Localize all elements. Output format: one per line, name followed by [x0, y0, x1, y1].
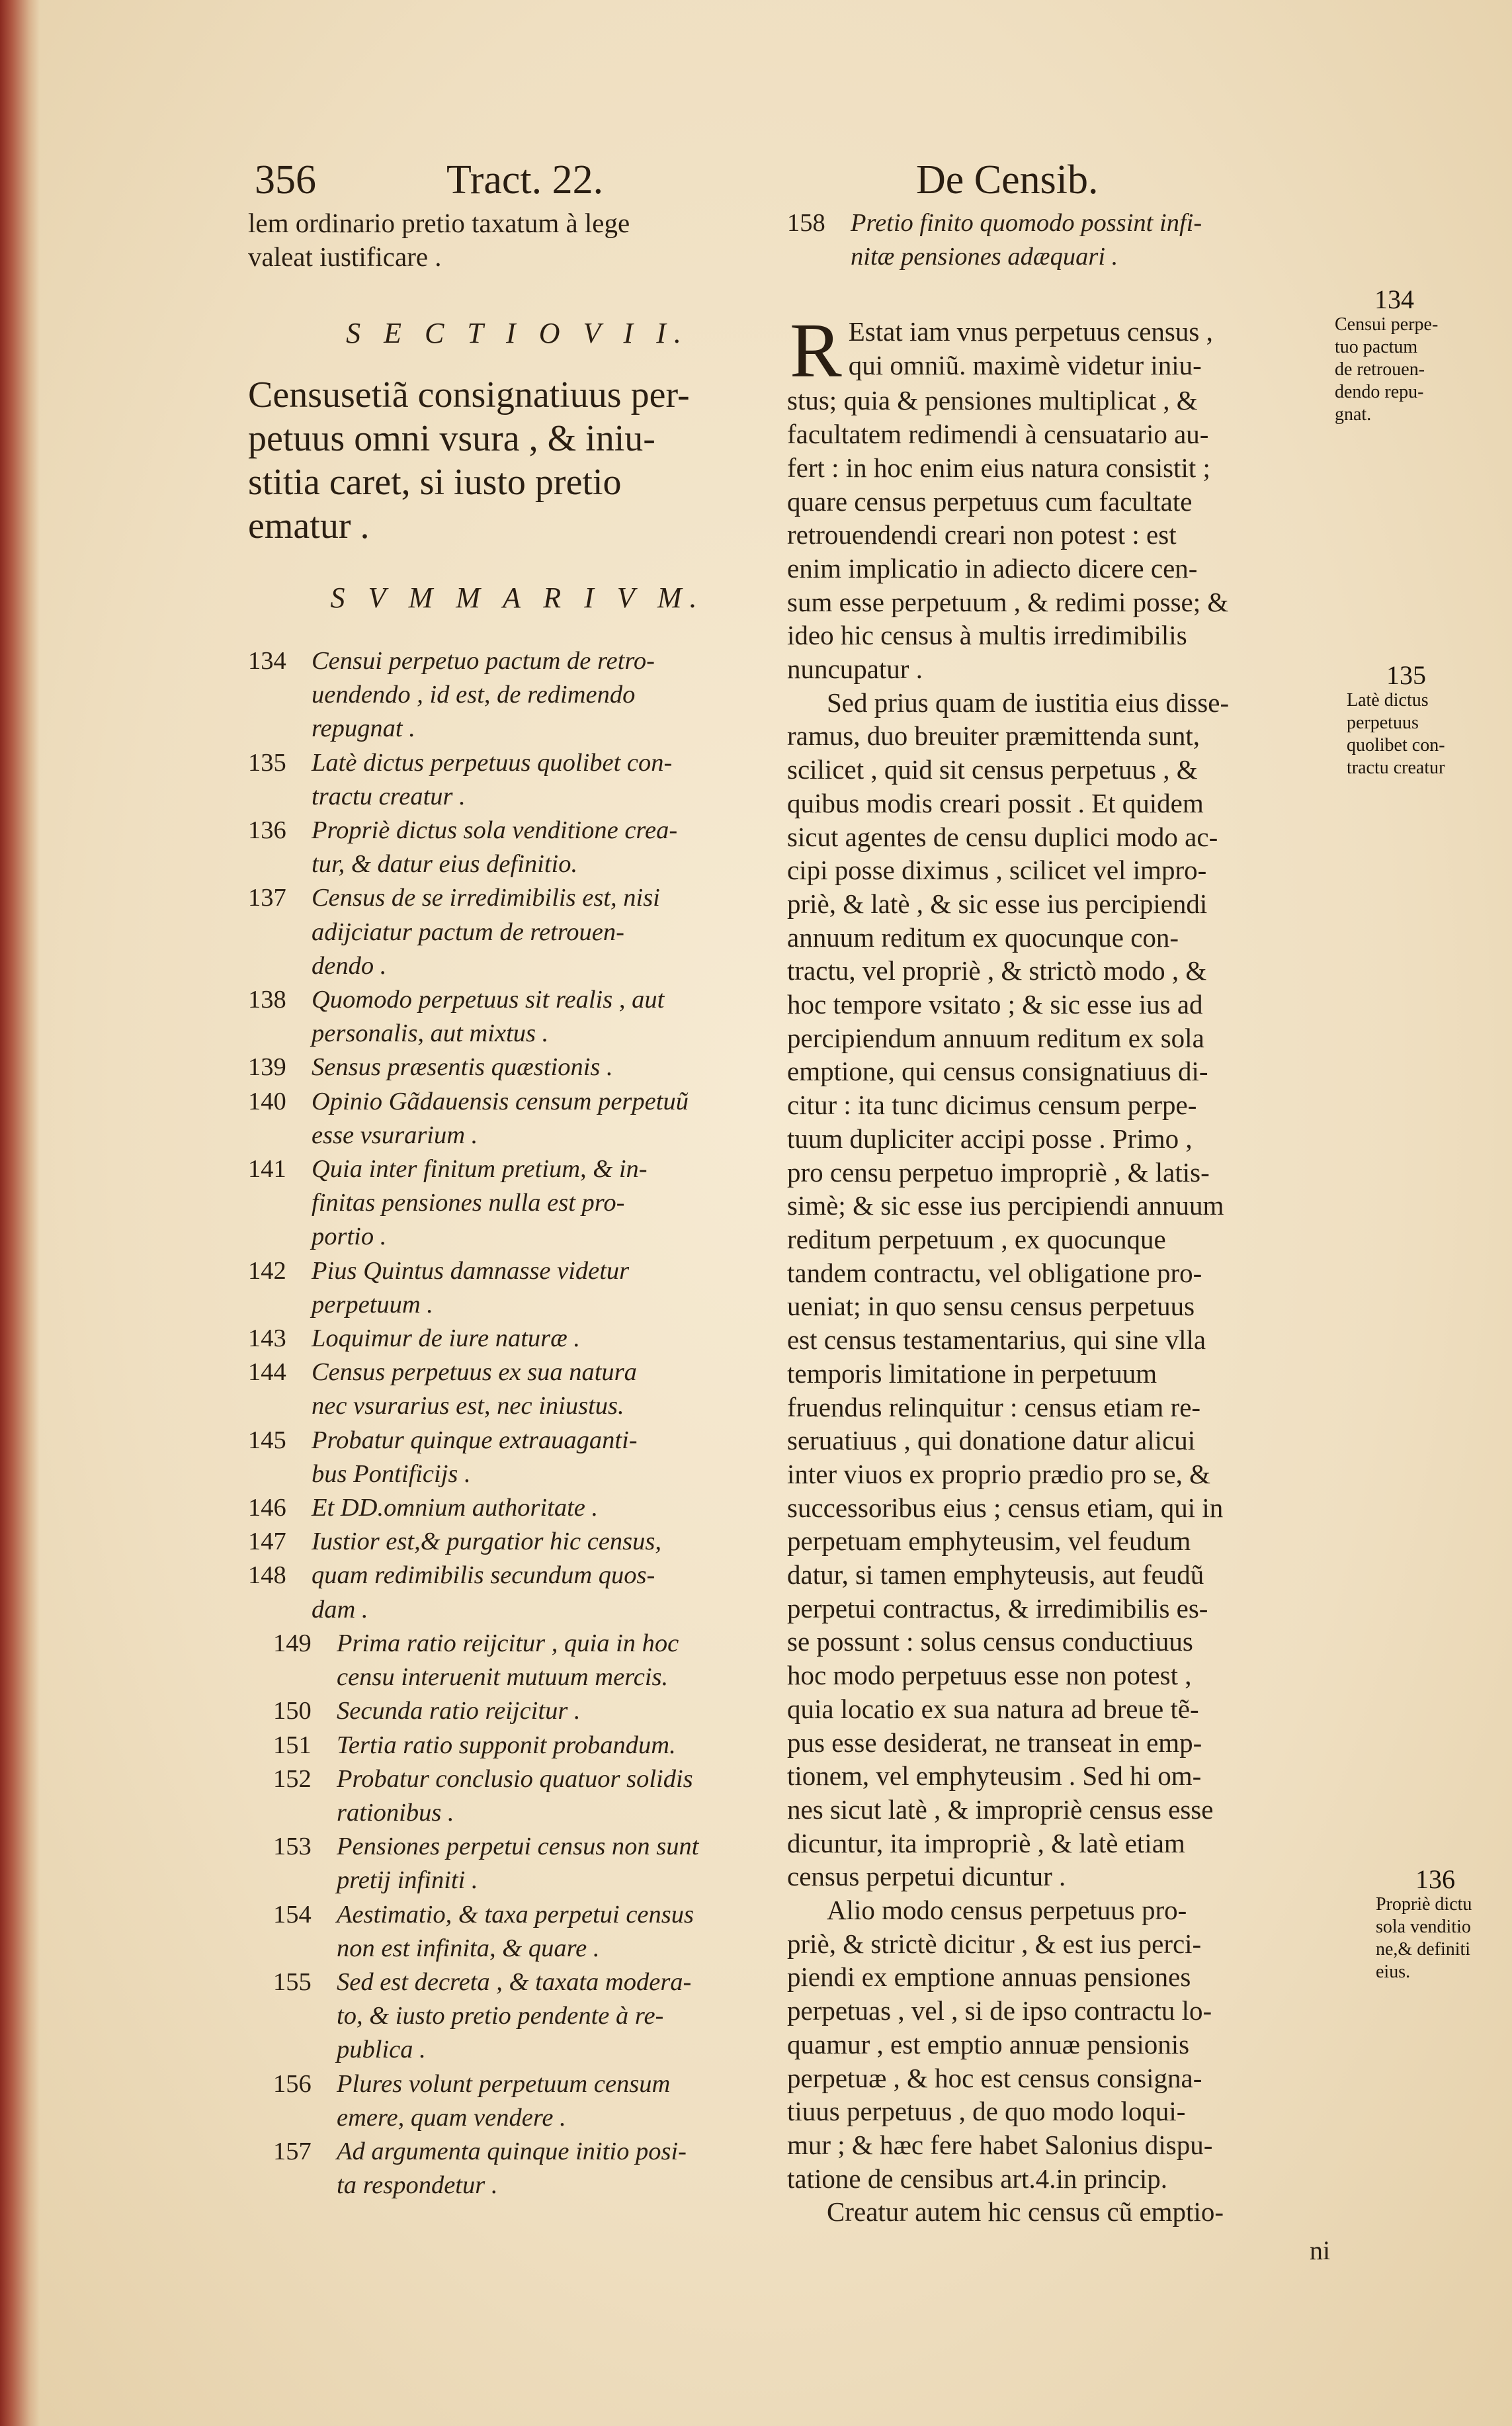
entry-text: Census perpetuus ex sua natura	[312, 1358, 637, 1387]
entry-text: Ad argumenta quinque initio posi-	[337, 2137, 687, 2165]
text-line: reditum perpetuum , ex quocunque	[787, 1223, 1166, 1254]
summary-entry-cont: to, & iusto pretio pendente à re-	[337, 2002, 664, 2030]
entry-text: Quia inter finitum pretium, & in-	[312, 1155, 648, 1184]
entry-text: Et DD.omnium authoritate .	[312, 1494, 599, 1522]
text-line: tandem contractu, vel obligatione pro-	[787, 1257, 1202, 1288]
page-gutter-edge	[0, 0, 40, 2426]
summary-entry	[248, 983, 787, 1017]
entry-text: Loquimur de iure naturæ .	[312, 1324, 581, 1353]
summary-entry	[248, 1424, 787, 1457]
text-line: scilicet , quid sit census perpetuus , &	[787, 754, 1198, 785]
summary-entry-cont: repugnat .	[312, 715, 415, 743]
entry-text: Pretio finito quomodo possint infi-	[851, 209, 1202, 237]
text-line: perpetuas , vel , si de ipso contractu lo-	[787, 1995, 1212, 2026]
text-line: se possunt : solus census conductiuus	[787, 1626, 1193, 1657]
entry-text: Probatur conclusio quatuor solidis	[337, 1764, 693, 1793]
summary-entry	[248, 1356, 787, 1389]
summary-entry-cont: portio .	[312, 1223, 387, 1251]
summary-entry-cont: censu interuenit mutuum mercis.	[337, 1663, 669, 1692]
running-header	[255, 153, 1360, 213]
summary-entry	[787, 206, 1363, 240]
summary-entry-cont: tur, & datur eius definitio.	[312, 850, 578, 879]
text-line: quia locatio ex sua natura ad breue tẽ-	[787, 1693, 1199, 1724]
margin-number: 134	[1374, 284, 1414, 314]
summary-entry	[248, 1762, 787, 1796]
summary-entry-cont: esse vsurarium .	[312, 1121, 478, 1149]
text-line: priè, & latè , & sic esse ius percipiendi	[787, 888, 1208, 919]
summary-entry-cont: tractu creatur .	[312, 782, 466, 810]
margin-line: tractu creatur	[1347, 758, 1445, 778]
text-line: datur, si tamen emphyteusis, aut feudũ	[787, 1559, 1204, 1590]
summarium-label: S V M M A R I V M.	[330, 582, 705, 614]
text-line: hoc tempore vsitato ; & sic esse ius ad	[787, 989, 1203, 1020]
text-line: tractu, vel propriè , & strictò modo , &	[787, 955, 1207, 986]
entry-number: 139	[248, 1053, 286, 1082]
margin-number: 136	[1415, 1864, 1455, 1894]
summary-list	[248, 644, 787, 2202]
margin-line: gnat.	[1335, 404, 1372, 425]
entry-text: Tertia ratio supponit probandum.	[337, 1731, 676, 1759]
section-title-line: stitia caret, si iusto pretio	[248, 462, 622, 503]
text-line: successoribus eius ; census etiam, qui in	[787, 1492, 1224, 1523]
entry-text: Iustior est,& purgatior hic census,	[312, 1528, 661, 1556]
text-line: perpetui contractus, & irredimibilis es-	[787, 1592, 1208, 1624]
text-line: fruendus relinquitur : census etiam re-	[787, 1391, 1201, 1422]
margin-line: ne,& definiti	[1376, 1939, 1471, 1960]
entry-number: 141	[248, 1155, 286, 1184]
margin-note-134	[1335, 286, 1438, 426]
right-column	[787, 206, 1363, 2229]
text-line: hoc modo perpetuus esse non potest ,	[787, 1660, 1192, 1691]
entry-number: 148	[248, 1561, 286, 1590]
entry-text: Pius Quintus damnasse videtur	[312, 1256, 630, 1285]
summary-entry	[248, 1525, 787, 1559]
text-line: quibus modis creari possit . Et quidem	[787, 787, 1204, 818]
entry-text: Opinio Gãdauensis censum perpetuũ	[312, 1087, 689, 1115]
text-line: enim implicatio in adiecto dicere cen-	[787, 552, 1198, 584]
text-line: mur ; & hæc fere habet Salonius dispu-	[787, 2129, 1213, 2160]
entry-text: quam redimibilis secundum quos-	[312, 1561, 655, 1590]
page-number: 356	[255, 157, 316, 202]
margin-line: eius.	[1376, 1962, 1411, 1982]
entry-number: 138	[248, 986, 286, 1014]
text-line: pus esse desiderat, ne transeat in emp-	[787, 1727, 1202, 1758]
summary-entry	[248, 1694, 787, 1728]
entry-text: Propriè dictus sola venditione crea-	[312, 816, 678, 845]
entry-text: Probatur quinque extrauaganti-	[312, 1426, 638, 1454]
paragraph-opening	[787, 315, 1363, 384]
entry-number: 143	[248, 1324, 286, 1353]
text-line: inter viuos ex proprio prædio pro se, &	[787, 1458, 1210, 1489]
summary-entry	[248, 1085, 787, 1119]
summary-entry	[248, 1729, 787, 1762]
text-line: valeat iustificare .	[248, 241, 442, 272]
text-line: dicuntur, ita impropriè , & latè etiam	[787, 1827, 1185, 1858]
summary-entry-cont: bus Pontificijs .	[312, 1459, 471, 1488]
text-line: tionem, vel emphyteusim . Sed hi om-	[787, 1760, 1202, 1792]
text-line: emptione, qui census consignatiuus di-	[787, 1056, 1208, 1087]
entry-number: 146	[248, 1494, 286, 1522]
text-line: seruatiuus , qui donatione datur alicui	[787, 1425, 1196, 1456]
text-line: tiuus perpetuus , de quo modo loqui-	[787, 2096, 1186, 2127]
entry-number: 140	[248, 1087, 286, 1115]
entry-number: 144	[248, 1358, 286, 1387]
summary-entry	[248, 2135, 787, 2169]
summary-entry-cont: perpetuum .	[312, 1290, 433, 1319]
text-line: quare census perpetuus cum facultate	[787, 486, 1193, 517]
entry-text: Sed est decreta , & taxata modera-	[337, 1968, 692, 1996]
margin-line: sola venditio	[1376, 1917, 1471, 1937]
summary-entry-cont: publica .	[337, 2036, 426, 2064]
summary-entry	[248, 814, 787, 847]
text-line: retrouendendi creari non potest : est	[787, 519, 1177, 550]
summary-entry-cont: dendo .	[312, 951, 387, 980]
summary-entry-cont: ta respondetur .	[337, 2171, 498, 2200]
section-title-line: Censusetiã consignatiuus per-	[248, 374, 690, 415]
summary-entry	[248, 881, 787, 915]
entry-text: Plures volunt perpetuum censum	[337, 2069, 671, 2098]
text-line: citur : ita tunc dicimus censum perpe-	[787, 1090, 1197, 1121]
entry-number: 137	[248, 884, 286, 912]
text-line: ramus, duo breuiter præmittenda sunt,	[787, 720, 1200, 752]
margin-line: Propriè dictu	[1376, 1894, 1472, 1915]
entry-text: Secunda ratio reijcitur .	[337, 1697, 581, 1725]
summary-entry-cont: adijciatur pactum de retrouen-	[312, 918, 624, 946]
summary-entry	[248, 1491, 787, 1525]
entry-number: 157	[273, 2137, 312, 2165]
text-line: perpetuæ , & hoc est census consigna-	[787, 2062, 1202, 2093]
text-line: sum esse perpetuum , & redimi posse; &	[787, 586, 1229, 617]
body-text	[787, 384, 1363, 2229]
margin-line: quolibet con-	[1347, 735, 1445, 756]
margin-line: dendo repu-	[1335, 382, 1424, 402]
text-line: ueniat; in quo sensu census perpetuus	[787, 1291, 1195, 1322]
summary-entry	[248, 2067, 787, 2101]
section-title-line: petuus omni vsura , & iniu-	[248, 418, 655, 459]
text-line: sicut agentes de censu duplici modo ac-	[787, 821, 1218, 852]
text-line: cipi posse diximus , scilicet vel impro-	[787, 855, 1207, 886]
summary-entry	[248, 1051, 787, 1084]
summary-entry-cont: finitas pensiones nulla est pro-	[312, 1189, 625, 1217]
entry-number: 153	[273, 1833, 312, 1861]
entry-number: 142	[248, 1256, 286, 1285]
summary-entry	[248, 1254, 787, 1288]
summary-entry	[248, 1898, 787, 1932]
summary-entry	[248, 1152, 787, 1186]
catchword: ni	[1310, 2235, 1331, 2265]
text-line: census perpetui dicuntur .	[787, 1861, 1066, 1892]
text-line: Creatur autem hic census cũ emptio-	[827, 2196, 1224, 2228]
entry-text: Quomodo perpetuus sit realis , aut	[312, 986, 665, 1014]
margin-line: Latè dictus	[1347, 690, 1429, 711]
summary-entry	[248, 644, 787, 678]
entry-text: Latè dictus perpetuus quolibet con-	[312, 748, 673, 777]
entry-number: 154	[273, 1900, 312, 1928]
running-title: De Censib.	[916, 157, 1099, 202]
text-line: percipiendum annuum reditum ex sola	[787, 1022, 1204, 1053]
text-line: stus; quia & pensiones multiplicat , &	[787, 385, 1198, 416]
entry-number: 145	[248, 1426, 286, 1454]
summary-entry	[248, 1322, 787, 1356]
entry-text: Pensiones perpetui census non sunt	[337, 1833, 699, 1861]
text-line: facultatem redimendi à censuatario au-	[787, 419, 1209, 450]
summary-entry	[248, 1830, 787, 1864]
summary-entry-cont: uendendo , id est, de redimendo	[312, 681, 636, 709]
text-line: simè; & sic esse ius percipiendi annuum	[787, 1190, 1224, 1221]
summary-entry-cont: dam .	[312, 1595, 368, 1624]
entry-number: 158	[787, 209, 825, 237]
summary-entry-cont: nitæ pensiones adæquari .	[851, 243, 1118, 271]
summary-entry	[248, 746, 787, 780]
entry-number: 134	[248, 647, 286, 675]
section-title-line: ematur .	[248, 505, 370, 546]
summary-entry-cont: pretij infiniti .	[337, 1866, 478, 1895]
text-line: piendi ex emptione annuas pensiones	[787, 1962, 1191, 1993]
entry-number: 135	[248, 748, 286, 777]
entry-number: 149	[273, 1629, 312, 1657]
entry-text: Aestimatio, & taxa perpetui census	[337, 1900, 694, 1928]
margin-number: 135	[1386, 660, 1426, 690]
text-line: lem ordinario pretio taxatum à lege	[248, 208, 630, 238]
text-line: Estat iam vnus perpetuus census ,	[848, 316, 1213, 347]
margin-note-136	[1376, 1866, 1472, 1983]
entry-number: 151	[273, 1731, 312, 1759]
drop-cap: R	[790, 315, 842, 384]
summary-entry-cont: emere, quam vendere .	[337, 2103, 566, 2132]
text-line: temporis limitatione in perpetuum	[787, 1358, 1157, 1389]
margin-line: perpetuus	[1347, 713, 1419, 733]
entry-number: 152	[273, 1764, 312, 1793]
margin-note-135	[1347, 662, 1445, 779]
entry-text: Censui perpetuo pactum de retro-	[312, 647, 655, 675]
entry-number: 150	[273, 1697, 312, 1725]
margin-line: Censui perpe-	[1335, 314, 1439, 335]
entry-number: 147	[248, 1528, 286, 1556]
summary-entry	[248, 1559, 787, 1592]
margin-line: de retrouen-	[1335, 359, 1425, 380]
text-line: Sed prius quam de iustitia eius disse-	[827, 687, 1230, 718]
summary-entry	[248, 1627, 787, 1661]
text-line: est census testamentarius, qui sine vlla	[787, 1324, 1206, 1356]
text-line: perpetuam emphyteusim, vel feudum	[787, 1526, 1191, 1557]
entry-text: Sensus præsentis quæstionis .	[312, 1053, 613, 1082]
summary-entry-cont: personalis, aut mixtus .	[312, 1019, 549, 1048]
entry-text: Census de se irredimibilis est, nisi	[312, 884, 660, 912]
entry-text: Prima ratio reijcitur , quia in hoc	[337, 1629, 679, 1657]
text-line: quamur , est emptio annuæ pensionis	[787, 2028, 1190, 2059]
entry-number: 155	[273, 1968, 312, 1996]
text-line: fert : in hoc enim eius natura consistit ;	[787, 452, 1210, 483]
text-line: Alio modo census perpetuus pro-	[827, 1895, 1187, 1926]
text-line: ideo hic census à multis irredimibilis	[787, 620, 1187, 651]
summary-entry-cont: rationibus .	[337, 1798, 454, 1827]
text-line: annuum reditum ex quocunque con-	[787, 922, 1179, 953]
summary-entry	[248, 1966, 787, 1999]
text-line: qui omniũ. maximè videtur iniu-	[848, 350, 1202, 381]
summary-entry-cont: nec vsurarius est, nec iniustus.	[312, 1392, 624, 1420]
text-line: nes sicut latè , & impropriè census esse	[787, 1794, 1214, 1825]
entry-number: 156	[273, 2069, 312, 2098]
text-line: priè, & strictè dicitur , & est ius perci-	[787, 1928, 1202, 1959]
text-line: tatione de censibus art.4.in princip.	[787, 2163, 1167, 2194]
summary-entry-cont: non est infinita, & quare .	[337, 1934, 600, 1962]
text-line: tuum dupliciter accipi posse . Primo ,	[787, 1123, 1193, 1154]
text-line: pro censu perpetuo impropriè , & latis-	[787, 1156, 1210, 1188]
section-label: S E C T I O V I I.	[346, 317, 689, 349]
entry-number: 136	[248, 816, 286, 845]
margin-line: tuo pactum	[1335, 337, 1418, 357]
left-column	[248, 206, 787, 2202]
text-line: nuncupatur .	[787, 654, 923, 685]
tract-label: Tract. 22.	[446, 157, 604, 202]
